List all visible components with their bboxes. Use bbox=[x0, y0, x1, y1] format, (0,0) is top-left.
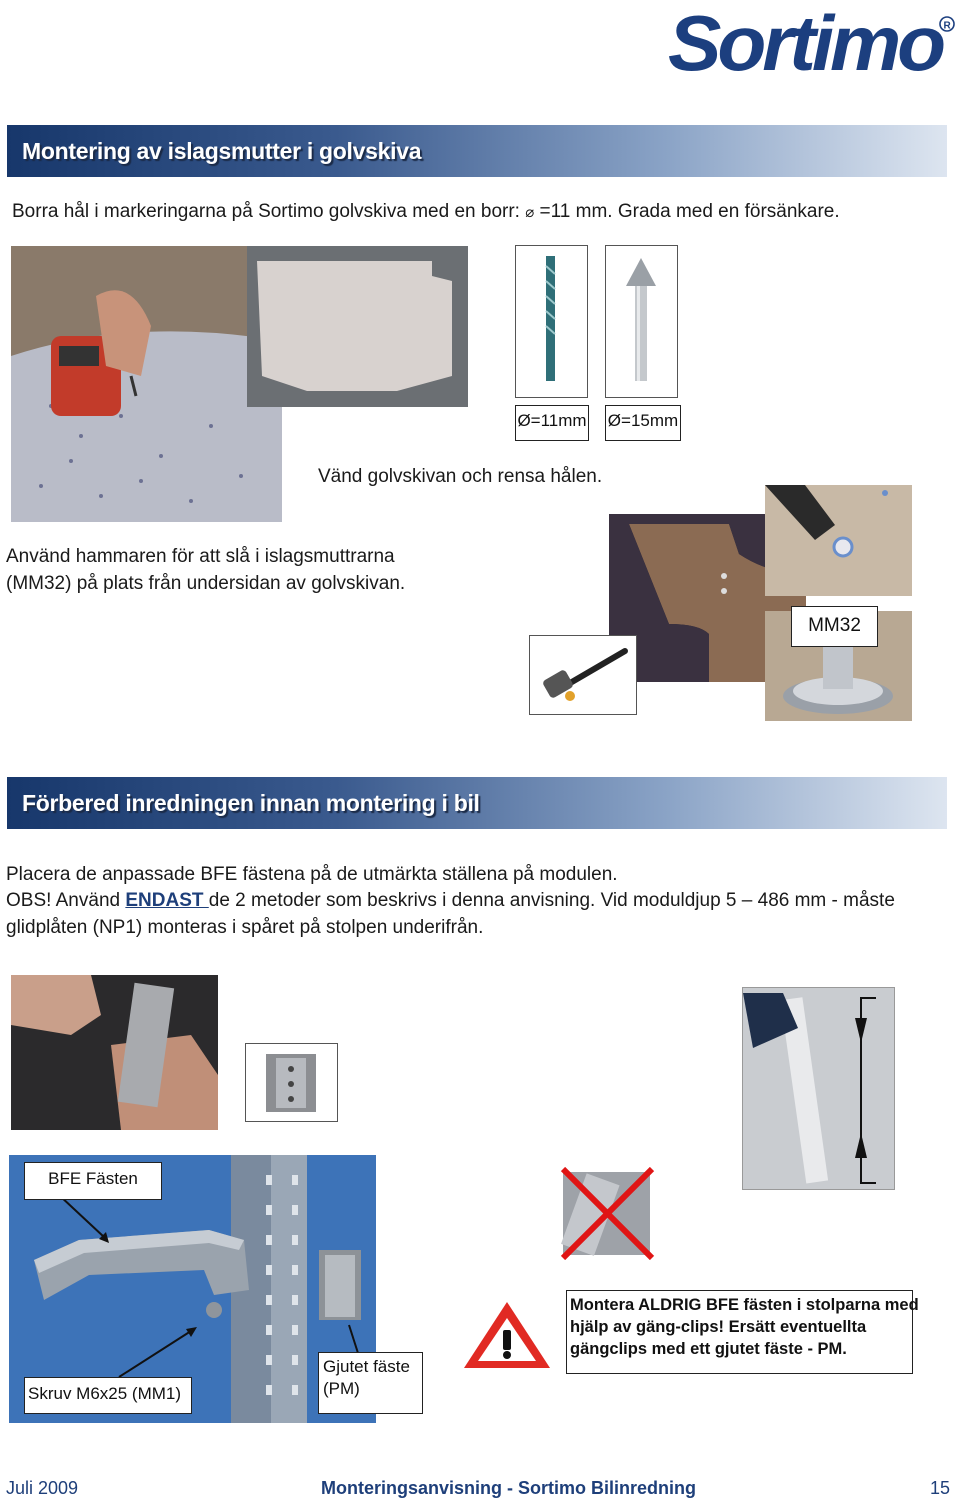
drill-size-label: Ø=11mm bbox=[515, 405, 589, 441]
footer-date: Juli 2009 bbox=[6, 1478, 79, 1498]
cast-bracket-label bbox=[318, 1352, 423, 1414]
svg-text:R: R bbox=[943, 20, 951, 32]
warning-line2: hjälp av gäng-clips! Ersätt eventuellta bbox=[570, 1318, 867, 1336]
screw-label: Skruv M6x25 (MM1) bbox=[24, 1377, 192, 1414]
drilling-text-prefix: Borra hål i markeringarna på Sortimo golvskiva med en borr: bbox=[12, 201, 526, 222]
drilling-instruction bbox=[12, 198, 840, 226]
floorboard-photo bbox=[247, 246, 468, 407]
footer-page-number: 15 bbox=[930, 1478, 951, 1498]
hammer-instruction-line1: Använd hammaren för att slå i islagsmuttrarna bbox=[6, 546, 395, 567]
crossed-out-clip-photo bbox=[558, 1167, 655, 1260]
warning-note bbox=[566, 1290, 919, 1374]
section-title: Förbered inredningen innan montering i bil bbox=[22, 790, 480, 816]
drill-bit-image bbox=[515, 245, 588, 398]
footer-doc-name: Sortimo Bilinredning bbox=[518, 1478, 697, 1498]
bfe-brackets-label: BFE Fästen bbox=[24, 1162, 162, 1200]
only-emphasis: ENDAST bbox=[125, 890, 209, 911]
section-header-mounting bbox=[7, 125, 947, 177]
cast-label-line1: Gjutet fäste bbox=[323, 1357, 410, 1376]
mounting-hands-photo bbox=[11, 975, 218, 1130]
warning-icon bbox=[460, 1298, 554, 1372]
prepare-line1: Placera de anpassade BFE fästena på de utmärkta ställena på modulen. bbox=[6, 864, 618, 885]
prepare-line3: glidplåten (NP1) monteras i spåret på stolpen underifrån. bbox=[6, 917, 484, 938]
footer-doc-prefix: Monteringsanvisning - bbox=[321, 1478, 519, 1498]
section-header-prepare bbox=[7, 777, 947, 829]
sortimo-logo bbox=[666, 2, 956, 78]
warning-line3: gängclips med ett gjutet fäste - PM. bbox=[570, 1340, 847, 1358]
logo-text: Sortimo bbox=[668, 2, 945, 78]
section-title: Montering av islagsmutter i golvskiva bbox=[22, 138, 422, 164]
hammer-image bbox=[529, 635, 637, 715]
drilling-photo bbox=[11, 246, 282, 522]
prepare-line2 bbox=[6, 887, 895, 914]
countersink-size-label: Ø=15mm bbox=[605, 405, 681, 441]
mm32-label: MM32 bbox=[791, 606, 878, 647]
drilling-text-suffix: =11 mm. Grada med en försänkare. bbox=[534, 201, 840, 222]
diameter-symbol: ⌀ bbox=[525, 204, 535, 221]
hammer-instruction-line2: (MM32) på plats från undersidan av golvskivan. bbox=[6, 573, 406, 594]
hammering-nut-photo bbox=[765, 485, 912, 596]
obs-prefix: OBS! Använd bbox=[6, 890, 126, 911]
cast-bracket-photo bbox=[245, 1043, 338, 1122]
countersink-image bbox=[605, 245, 678, 398]
flip-board-instruction: Vänd golvskivan och rensa hålen. bbox=[318, 466, 603, 487]
rail-direction-photo bbox=[742, 987, 895, 1190]
cast-label-line2: (PM) bbox=[323, 1379, 360, 1398]
warning-line1: Montera ALDRIG BFE fästen i stolparna med bbox=[570, 1296, 919, 1314]
obs-suffix: de 2 metoder som beskrivs i denna anvisning. Vid moduldjup 5 – 486 mm - måste bbox=[208, 890, 895, 911]
footer-document bbox=[321, 1478, 696, 1499]
